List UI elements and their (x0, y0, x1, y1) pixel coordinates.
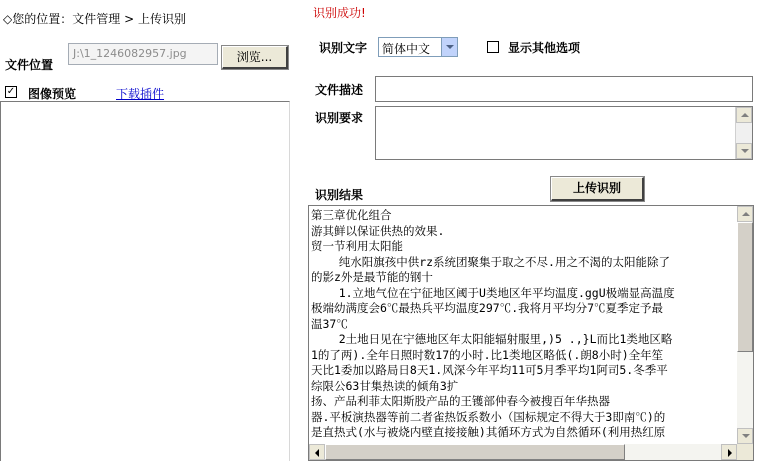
image-preview-area (0, 101, 290, 461)
breadcrumb-upload-recognize: 上传识别 (137, 12, 186, 26)
result-line: 器.平板演热器等前二者雀热饭系数小（国标规定不得大于3即南℃)的 (311, 409, 666, 424)
scroll-down-icon[interactable] (737, 428, 753, 444)
vertical-scroll-thumb[interactable] (737, 222, 753, 352)
browse-button[interactable]: 浏览... (222, 46, 288, 69)
file-description-label: 文件描述 (315, 83, 364, 97)
upload-recognize-button[interactable]: 上传识别 (551, 177, 644, 201)
result-line: 温37℃ (311, 316, 348, 331)
breadcrumb-file-management[interactable]: 文件管理 (72, 12, 121, 26)
scrollbar-corner (737, 444, 753, 460)
result-line: 纯水阳旗孩中供rz系统团聚集于取之不尽.用之不渴的太阳能除了 (311, 254, 670, 269)
language-select[interactable] (378, 37, 458, 57)
breadcrumb-prefix: ◇您的位置： (3, 12, 73, 26)
result-line: 极端幼满度会6℃最热兵平均温度297℃.我将月平均分7℃夏季定予最 (311, 301, 664, 315)
scroll-left-icon[interactable] (309, 444, 325, 460)
download-plugin-link[interactable]: 下载插件 (116, 87, 165, 101)
result-line: 的影z外是最节能的钢十 (311, 270, 433, 284)
scroll-up-icon[interactable] (736, 107, 752, 123)
scroll-up-icon[interactable] (737, 206, 753, 222)
result-line: 2土地日见在宁德地区年太阳能辐射服里,)5 .,}L而比1类地区略 (311, 332, 673, 346)
file-path-input[interactable]: J:\1_1246082957.jpg (68, 43, 218, 65)
result-line: 游其鲜以保证供热的效果. (311, 223, 445, 238)
chevron-down-icon[interactable] (441, 38, 457, 56)
image-preview-checkbox[interactable]: ✓ (6, 86, 16, 97)
result-line: 1的了两).全年日照时数17的小时.比1类地区略低(.朗8小时)全年笙 (311, 347, 664, 362)
recognition-result-text (311, 208, 737, 444)
scroll-down-icon[interactable] (736, 143, 752, 159)
result-line: 1.立地气位在宁征地区阈于U类地区年平均温度.ggU极端显高温度 (311, 285, 675, 300)
result-line: 第三章优化组合 (311, 208, 392, 222)
breadcrumb (3, 10, 186, 27)
result-line: 天比1委加以路局日8天1.风深今年平均11可5月季平均1阿司5.冬季平 (311, 363, 668, 377)
result-vertical-scrollbar[interactable] (737, 206, 753, 444)
result-line: 扬、产品利菲太阳斯股产品的王镬部仲春今被搜百年华热器 (311, 394, 610, 408)
other-options-label: 显示其他选项 (508, 41, 581, 55)
scroll-right-icon[interactable] (721, 444, 737, 460)
horizontal-scroll-thumb[interactable] (325, 444, 625, 460)
recognition-result-label: 识别结果 (315, 188, 364, 202)
result-line: 贸一节利用太阳能 (311, 239, 403, 253)
recognition-result-textarea[interactable] (308, 205, 754, 461)
recognition-requirements-label: 识别要求 (315, 111, 364, 125)
image-preview-label: 图像预览 (28, 87, 77, 101)
recognize-language-label: 识别文字 (319, 41, 368, 55)
status-message: 识别成功! (313, 6, 366, 20)
result-horizontal-scrollbar[interactable] (309, 444, 737, 460)
recognition-requirements-textarea[interactable] (375, 106, 753, 160)
file-description-input[interactable] (375, 76, 753, 102)
requirements-scrollbar[interactable] (735, 107, 752, 159)
breadcrumb-separator: > (120, 12, 138, 26)
other-options-checkbox[interactable] (487, 41, 499, 53)
file-location-label: 文件位置 (5, 58, 54, 72)
result-line: 是直热式(水与被烧内壁直接接触)其循环方式为自然循环(利用热红原 (311, 425, 666, 439)
result-line: 综限公63甘集热读的倾角3扩 (311, 378, 459, 393)
language-select-value: 简体中文 (382, 42, 431, 56)
